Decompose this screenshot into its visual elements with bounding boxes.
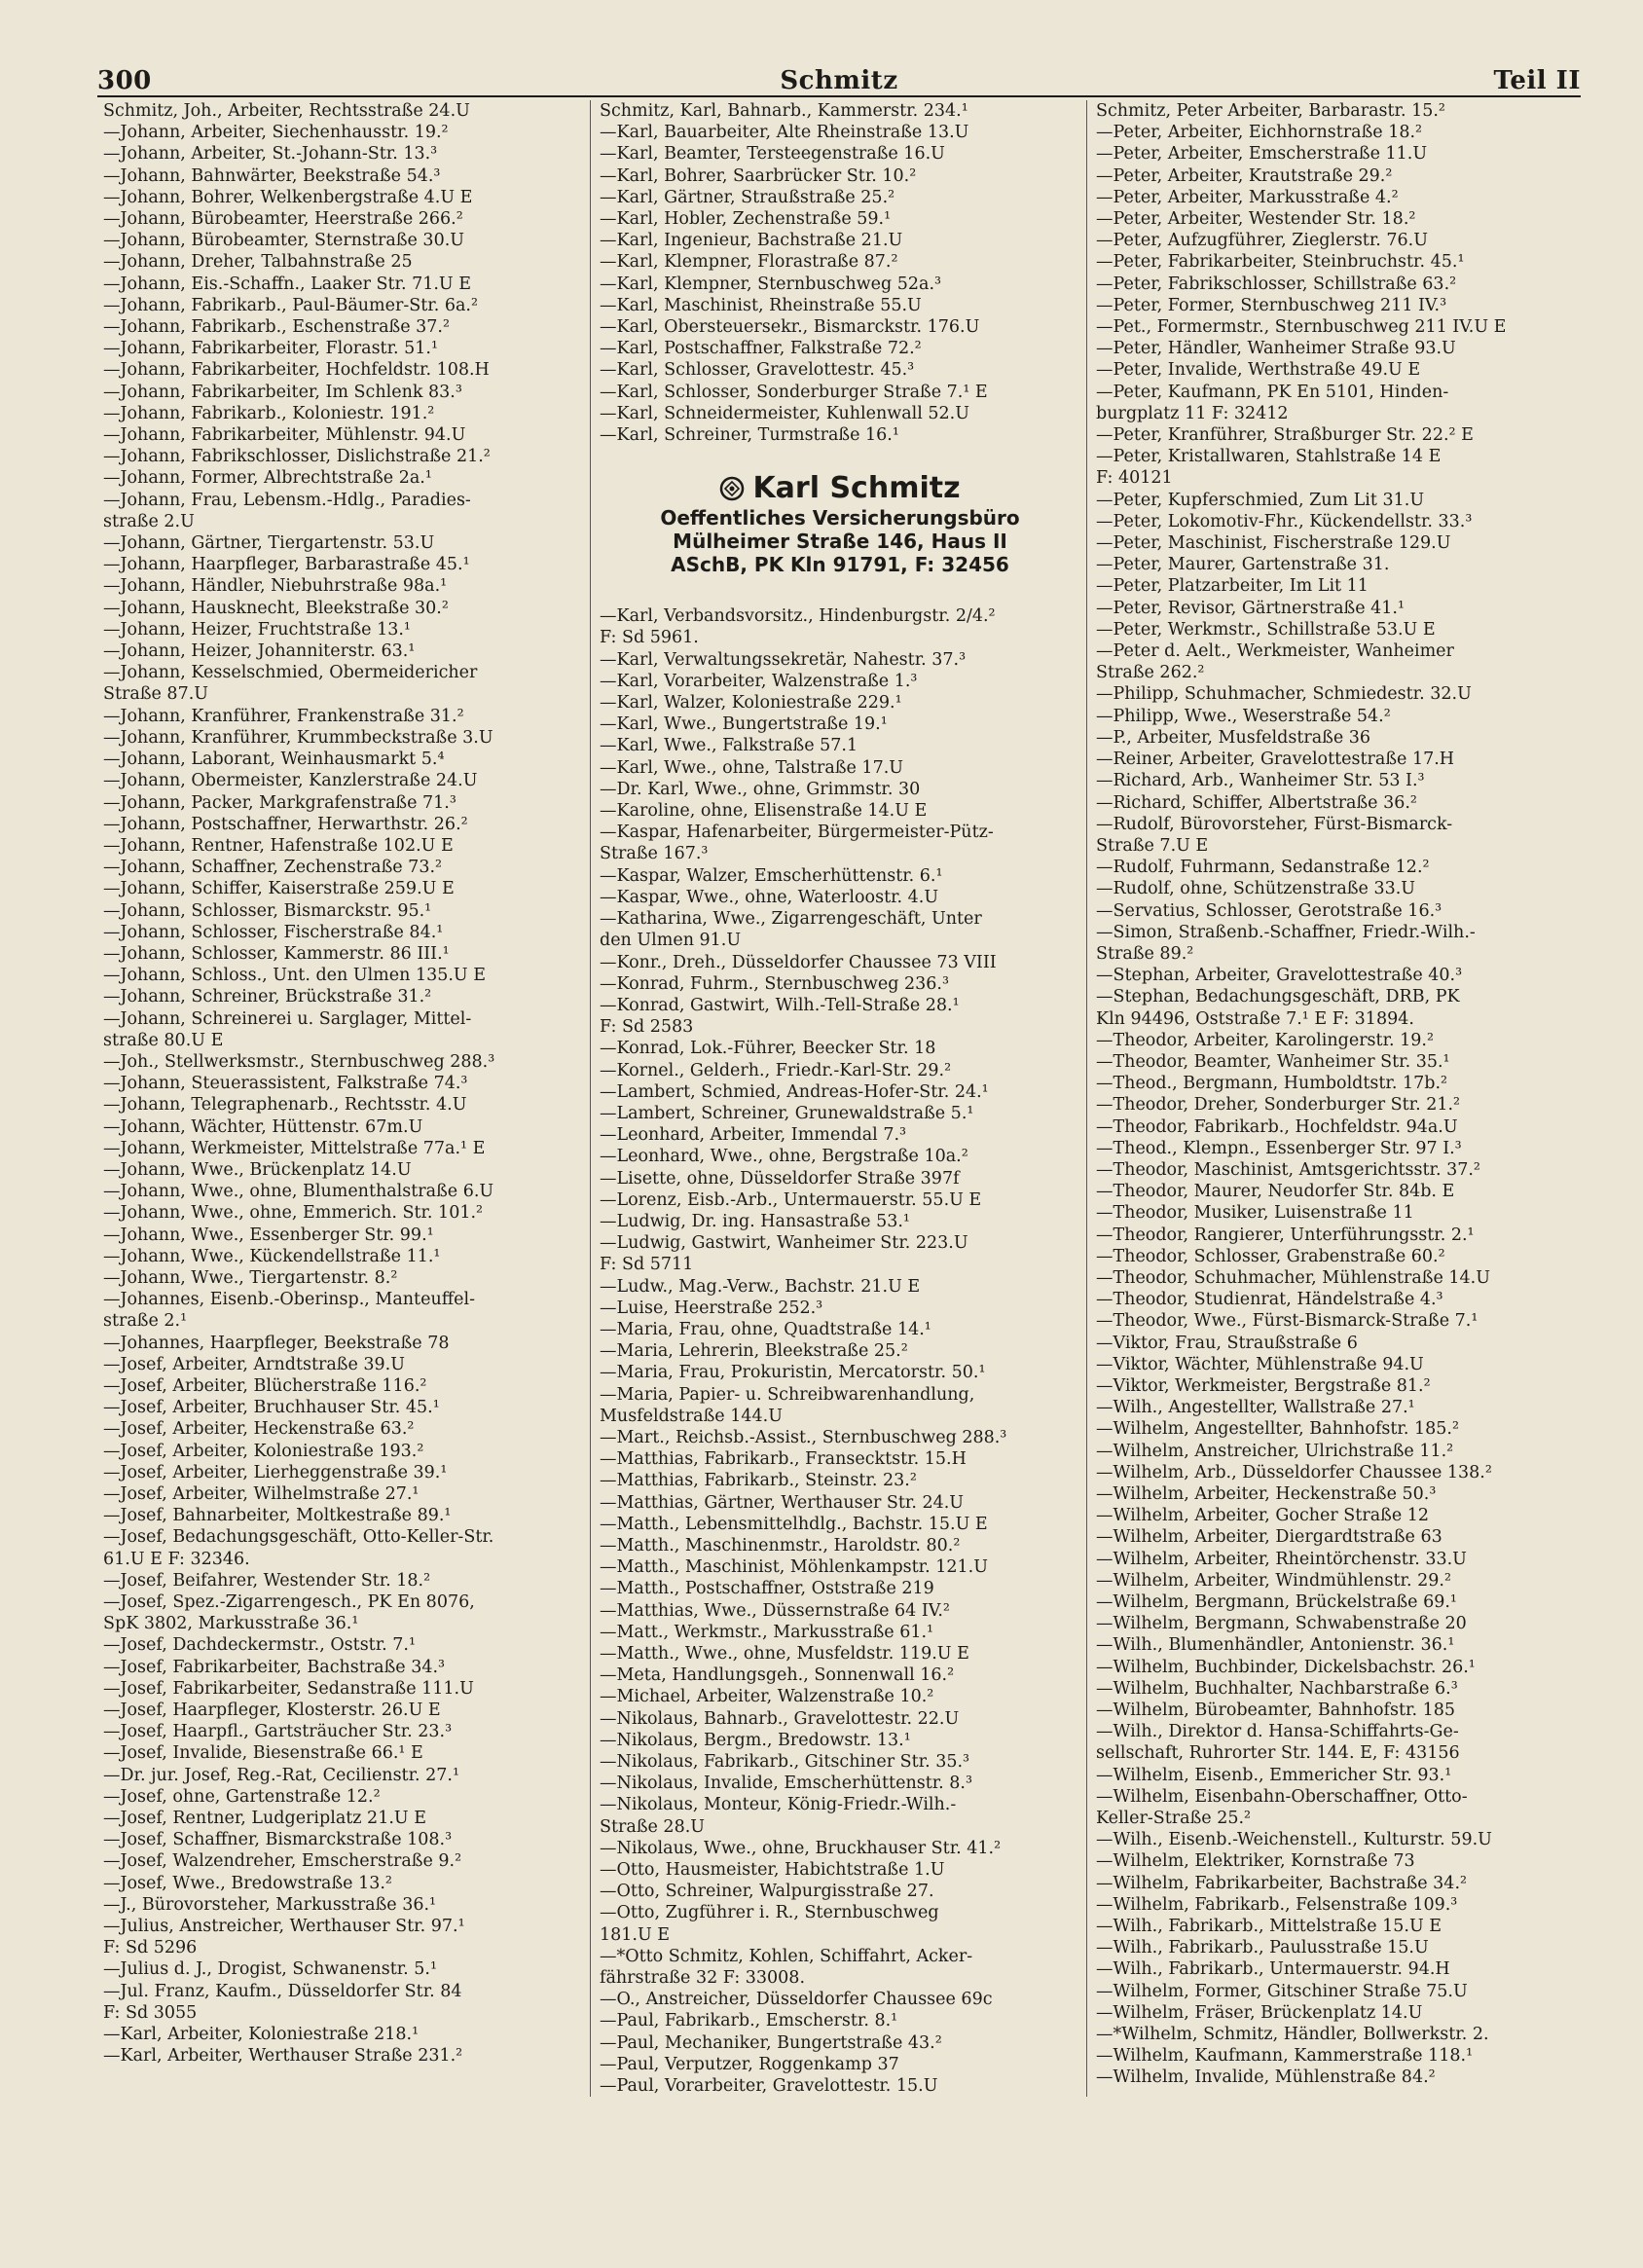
- directory-entry: —Karl, Klempner, Sternbuschweg 52a.³: [600, 274, 942, 294]
- directory-entry: —Johann, Schlosser, Fischerstraße 84.¹: [103, 922, 444, 942]
- directory-entry: Straße 7.U E: [1096, 835, 1209, 856]
- directory-entry: —Johann, Eis.-Schaffn., Laaker Str. 71.U E: [103, 274, 472, 294]
- directory-entry: —Johann, Telegraphenarb., Rechtsstr. 4.U: [103, 1095, 467, 1116]
- directory-entry: —Josef, Spez.-Zigarrengesch., PK En 8076,: [103, 1592, 475, 1613]
- directory-entry: —Josef, Bahnarbeiter, Moltkestraße 89.¹: [103, 1506, 452, 1526]
- directory-entry: —Theodor, Schlosser, Grabenstraße 60.²: [1096, 1246, 1445, 1266]
- directory-entry: —Lisette, ohne, Düsseldorfer Straße 397f: [600, 1168, 960, 1189]
- directory-entry: Straße 167.³: [600, 844, 709, 864]
- directory-entry: F: Sd 3055: [103, 2002, 198, 2023]
- directory-entry: —Theodor, Schuhmacher, Mühlenstraße 14.U: [1096, 1267, 1490, 1288]
- directory-entry: —Lorenz, Eisb.-Arb., Untermauerstr. 55.U E: [600, 1189, 982, 1210]
- directory-entry: —Wilhelm, Arbeiter, Rheintörchenstr. 33.U: [1096, 1549, 1467, 1569]
- directory-entry: —Peter, Arbeiter, Krautstraße 29.²: [1096, 165, 1393, 186]
- directory-entry: —Peter, Aufzugführer, Zieglerstr. 76.U: [1096, 231, 1428, 251]
- directory-entry: —Karl, Arbeiter, Werthauser Straße 231.²: [103, 2046, 463, 2067]
- directory-entry: —Wilh., Blumenhändler, Antonienstr. 36.¹: [1096, 1635, 1455, 1656]
- directory-entry: —Michael, Arbeiter, Walzenstraße 10.²: [600, 1687, 934, 1707]
- directory-entry: —Paul, Vorarbeiter, Gravelottestr. 15.U: [600, 2076, 938, 2097]
- directory-entry: —Karl, Gärtner, Straußstraße 25.²: [600, 187, 895, 207]
- directory-entry: —Peter, Händler, Wanheimer Straße 93.U: [1096, 339, 1456, 359]
- directory-entry: —Josef, Haarpfl., Gartsträucher Str. 23.³: [103, 1722, 453, 1742]
- directory-entry: —Dr. jur. Josef, Reg.-Rat, Cecilienstr. 27.¹: [103, 1765, 460, 1785]
- directory-entry: —Wilhelm, Fabrikarb., Felsenstraße 109.³: [1096, 1894, 1458, 1915]
- directory-columns: [97, 100, 1581, 2097]
- directory-entry: —Johann, Postschaffner, Herwarthstr. 26.²: [103, 814, 468, 834]
- directory-entry: —Theodor, Wwe., Fürst-Bismarck-Straße 7.¹: [1096, 1311, 1479, 1332]
- directory-entry: SpK 3802, Markusstraße 36.¹: [103, 1614, 359, 1634]
- directory-entry: —Karl, Schreiner, Turmstraße 16.¹: [600, 425, 899, 446]
- directory-entry: —Matthias, Fabrikarb., Steinstr. 23.²: [600, 1471, 917, 1491]
- directory-entry: Schmitz, Karl, Bahnarb., Kammerstr. 234.¹: [600, 101, 968, 121]
- directory-entry: —Johann, Hausknecht, Bleekstraße 30.²: [103, 598, 449, 618]
- directory-entry: —Matth., Lebensmittelhdlg., Bachstr. 15.U E: [600, 1514, 988, 1534]
- directory-entry: —Luise, Heerstraße 252.³: [600, 1298, 823, 1318]
- directory-entry: —Johann, Heizer, Johanniterstr. 63.¹: [103, 641, 416, 662]
- directory-entry: —Josef, Fabrikarbeiter, Sedanstraße 111.U: [103, 1678, 474, 1699]
- directory-entry: —Paul, Mechaniker, Bungertstraße 43.²: [600, 2032, 942, 2053]
- directory-entry: —Peter, Kupferschmied, Zum Lit 31.U: [1096, 490, 1425, 510]
- directory-entry: —Wilhelm, Arbeiter, Heckenstraße 50.³: [1096, 1484, 1437, 1504]
- directory-entry: —Wilhelm, Buchbinder, Dickelsbachstr. 26.¹: [1096, 1657, 1476, 1677]
- directory-entry: —Johann, Packer, Markgrafenstraße 71.³: [103, 792, 456, 813]
- directory-entry: —Johann, Wwe., ohne, Emmerich. Str. 101.²: [103, 1203, 484, 1224]
- directory-entry: —Theodor, Beamter, Wanheimer Str. 35.¹: [1096, 1051, 1450, 1072]
- directory-entry: —Maria, Frau, Prokuristin, Mercatorstr. 50.¹: [600, 1363, 986, 1383]
- directory-entry: straße 80.U E: [103, 1030, 224, 1050]
- directory-entry: —Dr. Karl, Wwe., ohne, Grimmstr. 30: [600, 779, 921, 799]
- directory-entry: —Josef, Arbeiter, Bruchhauser Str. 45.¹: [103, 1398, 440, 1418]
- directory-entry: —Karl, Verwaltungssekretär, Nahestr. 37.³: [600, 649, 967, 670]
- directory-entry: —Josef, Wwe., Bredowstraße 13.²: [103, 1873, 392, 1893]
- directory-entry: —Viktor, Werkmeister, Bergstraße 81.²: [1096, 1375, 1431, 1396]
- directory-entry: 181.U E: [600, 1924, 671, 1945]
- directory-entry: —Julius, Anstreicher, Werthauser Str. 97.¹: [103, 1917, 465, 1937]
- directory-entry: —Otto, Hausmeister, Habichtstraße 1.U: [600, 1860, 945, 1881]
- directory-entry: —J., Bürovorsteher, Markusstraße 36.¹: [103, 1894, 437, 1915]
- directory-entry: —Josef, Arbeiter, Wilhelmstraße 27.¹: [103, 1484, 420, 1504]
- directory-entry: —Johann, Wwe., Tiergartenstr. 8.²: [103, 1267, 398, 1288]
- directory-entry: —Karl, Walzer, Koloniestraße 229.¹: [600, 693, 902, 713]
- directory-entry: —Johann, Schreinerei u. Sarglager, Mittel-: [103, 1008, 472, 1029]
- directory-entry: straße 2.U: [103, 511, 195, 531]
- directory-entry: —Servatius, Schlosser, Gerotstraße 16.³: [1096, 900, 1442, 921]
- directory-entry: —Johann, Bahnwärter, Beekstraße 54.³: [103, 165, 441, 186]
- directory-entry: —Lambert, Schreiner, Grunewaldstraße 5.¹: [600, 1103, 974, 1123]
- directory-entry: —Peter, Arbeiter, Westender Str. 18.²: [1096, 209, 1416, 230]
- directory-entry: —Leonhard, Arbeiter, Immendal 7.³: [600, 1125, 907, 1146]
- directory-entry: —Josef, Rentner, Ludgeriplatz 21.U E: [103, 1809, 426, 1829]
- directory-entry: Kln 94496, Oststraße 7.¹ E F: 31894.: [1096, 1008, 1414, 1029]
- directory-entry: —Peter, Werkmstr., Schillstraße 53.U E: [1096, 619, 1436, 640]
- directory-entry: —O., Anstreicher, Düsseldorfer Chaussee 69c: [600, 1990, 993, 2010]
- directory-entry: —Ludw., Mag.-Verw., Bachstr. 21.U E: [600, 1276, 921, 1297]
- directory-entry: —Peter, Arbeiter, Markusstraße 4.²: [1096, 187, 1399, 207]
- directory-entry: —Karl, Bohrer, Saarbrücker Str. 10.²: [600, 165, 917, 186]
- directory-entry: —Matthias, Fabrikarb., Fransecktstr. 15.H: [600, 1449, 967, 1470]
- directory-entry: —Johann, Frau, Lebensm.-Hdlg., Paradies-: [103, 490, 471, 510]
- directory-entry: —Karl, Postschaffner, Falkstraße 72.²: [600, 339, 922, 359]
- directory-entry: —Karl, Bauarbeiter, Alte Rheinstraße 13.U: [600, 123, 969, 143]
- advertisement-line-1: Oeffentliches Versicherungsbüro: [660, 506, 1020, 530]
- directory-entry: —Konrad, Fuhrm., Sternbuschweg 236.³: [600, 973, 949, 994]
- column-3: [1090, 100, 1584, 2097]
- directory-entry: —Matt., Werkmstr., Markusstraße 61.¹: [600, 1622, 934, 1642]
- directory-entry: —Karl, Verbandsvorsitz., Hindenburgstr. 2/4.²: [600, 606, 996, 627]
- directory-entry: —Wilhelm, Kaufmann, Kammerstraße 118.¹: [1096, 2046, 1474, 2067]
- directory-entry: —Wilhelm, Elektriker, Kornstraße 73: [1096, 1851, 1415, 1872]
- directory-entry: —Rudolf, Bürovorsteher, Fürst-Bismarck-: [1096, 814, 1453, 834]
- advertisement-line-2: Mülheimer Straße 146, Haus II: [673, 530, 1007, 554]
- directory-entry: —Otto, Schreiner, Walpurgisstraße 27.: [600, 1882, 934, 1902]
- directory-entry: —Mart., Reichsb.-Assist., Sternbuschweg 288.³: [600, 1427, 1007, 1447]
- directory-entry: —Josef, Haarpfleger, Klosterstr. 26.U E: [103, 1701, 441, 1721]
- directory-entry: straße 2.¹: [103, 1311, 188, 1332]
- directory-entry: —Josef, ohne, Gartenstraße 12.²: [103, 1786, 381, 1807]
- directory-entry: —Josef, Arbeiter, Heckenstraße 63.²: [103, 1419, 415, 1440]
- directory-entry: —Ludwig, Dr. ing. Hansastraße 53.¹: [600, 1211, 910, 1231]
- directory-entry: —Wilh., Angestellter, Wallstraße 27.¹: [1096, 1398, 1415, 1418]
- directory-entry: —Philipp, Schuhmacher, Schmiedestr. 32.U: [1096, 684, 1472, 705]
- directory-entry: Keller-Straße 25.²: [1096, 1809, 1252, 1829]
- column-2-top: [600, 100, 1080, 446]
- directory-entry: —Johann, Schloss., Unt. den Ulmen 135.U E: [103, 966, 487, 986]
- directory-entry: —Matth., Maschinenmstr., Haroldstr. 80.²: [600, 1535, 961, 1555]
- directory-entry: —Viktor, Wächter, Mühlenstraße 94.U: [1096, 1354, 1424, 1374]
- directory-entry: —Johann, Gärtner, Tiergartenstr. 53.U: [103, 533, 435, 554]
- directory-entry: —Wilhelm, Fräser, Brückenplatz 14.U: [1096, 2002, 1423, 2023]
- directory-entry: —Richard, Arb., Wanheimer Str. 53 I.³: [1096, 771, 1425, 791]
- directory-entry: —Karl, Wwe., Bungertstraße 19.¹: [600, 714, 888, 735]
- directory-entry: F: Sd 5296: [103, 1938, 198, 1958]
- directory-entry: —Johann, Arbeiter, St.-Johann-Str. 13.³: [103, 144, 438, 165]
- directory-entry: —Wilhelm, Angestellter, Bahnhofstr. 185.²: [1096, 1419, 1459, 1440]
- directory-entry: F: Sd 2583: [600, 1017, 694, 1038]
- directory-entry: Musfeldstraße 144.U: [600, 1406, 783, 1426]
- directory-entry: —Karl, Hobler, Zechenstraße 59.¹: [600, 209, 892, 230]
- directory-entry: —Peter d. Aelt., Werkmeister, Wanheimer: [1096, 641, 1454, 662]
- directory-entry: —Wilh., Fabrikarb., Untermauerstr. 94.H: [1096, 1959, 1450, 1980]
- directory-entry: —Wilh., Direktor d. Hansa-Schiffahrts-Ge-: [1096, 1722, 1459, 1742]
- directory-entry: —Johann, Bohrer, Welkenbergstraße 4.U E: [103, 187, 473, 207]
- directory-entry: —Rudolf, Fuhrmann, Sedanstraße 12.²: [1096, 858, 1430, 878]
- directory-entry: —Simon, Straßenb.-Schaffner, Friedr.-Wilh.-: [1096, 922, 1476, 942]
- advertisement-line-3: ASchB, PK Kln 91791, F: 32456: [671, 553, 1009, 577]
- directory-entry: —Kaspar, Wwe., ohne, Waterloostr. 4.U: [600, 887, 939, 907]
- directory-entry: —Wilhelm, Arbeiter, Diergardtstraße 63: [1096, 1527, 1442, 1548]
- directory-entry: —Wilhelm, Bergmann, Brückelstraße 69.¹: [1096, 1592, 1457, 1613]
- directory-entry: —Leonhard, Wwe., ohne, Bergstraße 10a.²: [600, 1147, 968, 1167]
- directory-entry: —Johannes, Haarpfleger, Beekstraße 78: [103, 1333, 450, 1353]
- directory-entry: —Johann, Wwe., Essenberger Str. 99.¹: [103, 1225, 434, 1245]
- directory-entry: —Stephan, Bedachungsgeschäft, DRB, PK: [1096, 987, 1460, 1007]
- directory-entry: —Lambert, Schmied, Andreas-Hofer-Str. 24.¹: [600, 1081, 989, 1102]
- directory-entry: —Josef, Walzendreher, Emscherstraße 9.²: [103, 1851, 462, 1872]
- directory-entry: —Theodor, Dreher, Sonderburger Str. 21.²: [1096, 1095, 1461, 1116]
- directory-entry: —Johann, Kranführer, Krummbeckstraße 3.U: [103, 727, 493, 748]
- directory-entry: —Kornel., Gelderh., Friedr.-Karl-Str. 29.²: [600, 1060, 952, 1080]
- directory-entry: —Josef, Invalide, Biesenstraße 66.¹ E: [103, 1743, 423, 1764]
- directory-entry: —Konrad, Lok.-Führer, Beecker Str. 18: [600, 1039, 936, 1059]
- directory-entry: —Joh., Stellwerksmstr., Sternbuschweg 288.³: [103, 1051, 495, 1072]
- directory-entry: —Karoline, ohne, Elisenstraße 14.U E: [600, 801, 928, 822]
- column-2: [594, 100, 1087, 2097]
- directory-entry: —Theodor, Maschinist, Amtsgerichtsstr. 37.²: [1096, 1159, 1480, 1180]
- directory-entry: —Wilhelm, Bürobeamter, Bahnhofstr. 185: [1096, 1701, 1455, 1721]
- directory-entry: —Johann, Rentner, Hafenstraße 102.U E: [103, 835, 454, 856]
- directory-entry: —Theodor, Musiker, Luisenstraße 11: [1096, 1203, 1414, 1224]
- directory-entry: —Johann, Former, Albrechtstraße 2a.¹: [103, 468, 432, 489]
- directory-entry: —Peter, Maurer, Gartenstraße 31.: [1096, 555, 1390, 575]
- directory-entry: —Theodor, Rangierer, Unterführungsstr. 2.¹: [1096, 1225, 1475, 1245]
- directory-entry: —Josef, Arbeiter, Arndtstraße 39.U: [103, 1354, 405, 1374]
- directory-entry: —Wilhelm, Bergmann, Schwabenstraße 20: [1096, 1614, 1467, 1634]
- directory-entry: —Philipp, Wwe., Weserstraße 54.²: [1096, 706, 1391, 726]
- directory-entry: —Peter, Lokomotiv-Fhr., Kückendellstr. 33.³: [1096, 511, 1473, 531]
- directory-entry: —Johann, Schaffner, Zechenstraße 73.²: [103, 858, 443, 878]
- directory-entry: —Johann, Werkmeister, Mittelstraße 77a.¹ E: [103, 1138, 486, 1158]
- directory-entry: —Johann, Fabrikarbeiter, Hochfeldstr. 108.H: [103, 360, 490, 381]
- directory-entry: —Nikolaus, Bergm., Bredowstr. 13.¹: [600, 1730, 911, 1750]
- directory-entry: —Ludwig, Gastwirt, Wanheimer Str. 223.U: [600, 1233, 968, 1254]
- directory-entry: —Karl, Wwe., Falkstraße 57.1: [600, 736, 858, 756]
- directory-entry: —Meta, Handlungsgeh., Sonnenwall 16.²: [600, 1665, 955, 1686]
- directory-entry: —Wilhelm, Fabrikarbeiter, Bachstraße 34.²: [1096, 1873, 1468, 1893]
- directory-entry: —Otto, Zugführer i. R., Sternbuschweg: [600, 1903, 939, 1923]
- directory-entry: —Theod., Klempn., Essenberger Str. 97 I.³: [1096, 1138, 1462, 1158]
- directory-entry: —Paul, Verputzer, Roggenkamp 37: [600, 2054, 899, 2074]
- page-title: Schmitz: [780, 66, 898, 95]
- directory-entry: —Josef, Arbeiter, Koloniestraße 193.²: [103, 1441, 424, 1461]
- directory-entry: —Josef, Beifahrer, Westender Str. 18.²: [103, 1570, 431, 1591]
- directory-entry: —Konr., Dreh., Düsseldorfer Chaussee 73 VIII: [600, 952, 997, 972]
- directory-entry: —Peter, Revisor, Gärtnerstraße 41.¹: [1096, 598, 1405, 618]
- directory-entry: —Rudolf, ohne, Schützenstraße 33.U: [1096, 879, 1416, 899]
- directory-entry: —Nikolaus, Bahnarb., Gravelottestr. 22.U: [600, 1708, 960, 1729]
- directory-entry: —Johann, Haarpfleger, Barbarastraße 45.¹: [103, 555, 470, 575]
- directory-entry: —Paul, Fabrikarb., Emscherstr. 8.¹: [600, 2011, 898, 2031]
- directory-entry: —Johann, Obermeister, Kanzlerstraße 24.U: [103, 771, 478, 791]
- column-2-bottom: [600, 605, 1080, 2097]
- page-header: [97, 62, 1581, 97]
- directory-entry: —Josef, Bedachungsgeschäft, Otto-Keller-Str.: [103, 1527, 494, 1548]
- directory-entry: —Karl, Schlosser, Gravelottestr. 45.³: [600, 360, 915, 381]
- directory-entry: —Johann, Fabrikarbeiter, Im Schlenk 83.³: [103, 382, 462, 402]
- directory-entry: —Wilhelm, Eisenb., Emmericher Str. 93.¹: [1096, 1765, 1452, 1785]
- directory-entry: —Peter, Kranführer, Straßburger Str. 22.² E: [1096, 425, 1474, 446]
- directory-entry: —Johann, Fabrikarb., Koloniestr. 191.²: [103, 403, 435, 423]
- directory-entry: —Josef, Dachdeckermstr., Oststr. 7.¹: [103, 1635, 416, 1656]
- directory-entry: —Karl, Obersteuersekr., Bismarckstr. 176.U: [600, 317, 980, 338]
- directory-entry: —*Otto Schmitz, Kohlen, Schiffahrt, Acker-: [600, 1946, 973, 1966]
- directory-entry: —Johann, Schreiner, Brückstraße 31.²: [103, 987, 432, 1007]
- insurance-logo-icon: [719, 476, 745, 501]
- directory-entry: —Karl, Ingenieur, Bachstraße 21.U: [600, 231, 903, 251]
- directory-entry: —Theod., Bergmann, Humboldtstr. 17b.²: [1096, 1074, 1448, 1094]
- directory-entry: Straße 89.²: [1096, 943, 1194, 964]
- page-number: 300: [97, 66, 152, 95]
- directory-entry: —Wilh., Fabrikarb., Mittelstraße 15.U E: [1096, 1917, 1442, 1937]
- directory-entry: —Peter, Kaufmann, PK En 5101, Hinden-: [1096, 382, 1449, 402]
- directory-entry: —Reiner, Arbeiter, Gravelottestraße 17.H: [1096, 750, 1455, 770]
- directory-entry: —Johann, Heizer, Fruchtstraße 13.¹: [103, 619, 411, 640]
- directory-entry: —Peter, Arbeiter, Emscherstraße 11.U: [1096, 144, 1428, 165]
- directory-entry: —Johann, Schiffer, Kaiserstraße 259.U E: [103, 879, 455, 899]
- directory-entry: —Wilhelm, Arbeiter, Windmühlenstr. 29.²: [1096, 1570, 1451, 1591]
- directory-entry: —Nikolaus, Wwe., ohne, Bruckhauser Str. 41.²: [600, 1838, 1002, 1858]
- directory-entry: —Johann, Wwe., Kückendellstraße 11.¹: [103, 1246, 441, 1266]
- directory-entry: —Johann, Arbeiter, Siechenhausstr. 19.²: [103, 123, 449, 143]
- directory-entry: —Johann, Steuerassistent, Falkstraße 74.³: [103, 1074, 468, 1094]
- directory-entry: burgplatz 11 F: 32412: [1096, 403, 1289, 423]
- directory-entry: F: Sd 5961.: [600, 628, 699, 648]
- directory-entry: —Jul. Franz, Kaufm., Düsseldorfer Str. 84: [103, 1981, 462, 2001]
- directory-entry: —Johann, Kranführer, Frankenstraße 31.²: [103, 706, 464, 726]
- directory-entry: —Johann, Dreher, Talbahnstraße 25: [103, 252, 413, 273]
- directory-entry: —Karl, Vorarbeiter, Walzenstraße 1.³: [600, 671, 918, 691]
- directory-entry: —Johann, Laborant, Weinhausmarkt 5.⁴: [103, 750, 445, 770]
- directory-entry: —Josef, Fabrikarbeiter, Bachstraße 34.³: [103, 1657, 446, 1677]
- directory-entry: —Wilh., Eisenb.-Weichenstell., Kulturstr. 59.U: [1096, 1830, 1492, 1850]
- directory-entry: —P., Arbeiter, Musfeldstraße 36: [1096, 727, 1371, 748]
- directory-entry: —Theodor, Fabrikarb., Hochfeldstr. 94a.U: [1096, 1116, 1458, 1137]
- directory-entry: den Ulmen 91.U: [600, 931, 742, 951]
- directory-entry: —Wilhelm, Former, Gitschiner Straße 75.U: [1096, 1981, 1468, 2001]
- directory-entry: —Katharina, Wwe., Zigarrengeschäft, Unter: [600, 909, 982, 930]
- directory-entry: —Wilhelm, Arb., Düsseldorfer Chaussee 138.²: [1096, 1462, 1492, 1482]
- directory-entry: —Theodor, Studienrat, Händelstraße 4.³: [1096, 1290, 1443, 1310]
- directory-entry: —Johann, Kesselschmied, Obermeidericher: [103, 663, 478, 683]
- directory-entry: —Peter, Fabrikschlosser, Schillstraße 63.²: [1096, 274, 1457, 294]
- directory-entry: —Stephan, Arbeiter, Gravelottestraße 40.³: [1096, 966, 1463, 986]
- directory-entry: fährstraße 32 F: 33008.: [600, 1968, 806, 1989]
- directory-entry: —Johann, Schlosser, Bismarckstr. 95.¹: [103, 900, 432, 921]
- directory-entry: —Maria, Lehrerin, Bleekstraße 25.²: [600, 1341, 908, 1362]
- directory-entry: 61.U E F: 32346.: [103, 1549, 250, 1569]
- directory-entry: Straße 28.U: [600, 1816, 706, 1837]
- directory-entry: —Johann, Fabrikarbeiter, Florastr. 51.¹: [103, 339, 438, 359]
- directory-entry: —Nikolaus, Invalide, Emscherhüttenstr. 8.³: [600, 1774, 973, 1794]
- directory-entry: —Peter, Invalide, Werthstraße 49.U E: [1096, 360, 1421, 381]
- directory-entry: —Pet., Formermstr., Sternbuschweg 211 IV.U E: [1096, 317, 1507, 338]
- directory-entry: —Karl, Klempner, Florastraße 87.²: [600, 252, 898, 273]
- directory-entry: —Wilhelm, Anstreicher, Ulrichstraße 11.²: [1096, 1441, 1454, 1461]
- directory-entry: —Wilhelm, Arbeiter, Gocher Straße 12: [1096, 1506, 1430, 1526]
- directory-entry: —Konrad, Gastwirt, Wilh.-Tell-Straße 28.¹: [600, 995, 960, 1015]
- directory-entry: —Johann, Fabrikarb., Eschenstraße 37.²: [103, 317, 450, 338]
- directory-entry: —Maria, Papier- u. Schreibwarenhandlung,: [600, 1384, 975, 1405]
- directory-entry: —Theodor, Arbeiter, Karolingerstr. 19.²: [1096, 1030, 1434, 1050]
- directory-entry: —Matth., Wwe., ohne, Musfeldstr. 119.U E: [600, 1644, 969, 1664]
- directory-entry: —Peter, Platzarbeiter, Im Lit 11: [1096, 576, 1369, 597]
- directory-entry: —Karl, Arbeiter, Koloniestraße 218.¹: [103, 2025, 420, 2045]
- directory-entry: —Wilhelm, Invalide, Mühlenstraße 84.²: [1096, 2067, 1436, 2088]
- directory-entry: —Viktor, Frau, Straußstraße 6: [1096, 1333, 1358, 1353]
- directory-entry: —Peter, Maschinist, Fischerstraße 129.U: [1096, 533, 1451, 554]
- directory-entry: —Peter, Former, Sternbuschweg 211 IV.³: [1096, 295, 1447, 315]
- directory-entry: —Johann, Fabrikarb., Paul-Bäumer-Str. 6a.²: [103, 295, 478, 315]
- directory-entry: —Nikolaus, Monteur, König-Friedr.-Wilh.-: [600, 1795, 957, 1815]
- directory-entry: —Theodor, Maurer, Neudorfer Str. 84b. E: [1096, 1182, 1455, 1202]
- directory-entry: —Karl, Beamter, Tersteegenstraße 16.U: [600, 144, 945, 165]
- directory-entry: —Wilhelm, Eisenbahn-Oberschaffner, Otto-: [1096, 1786, 1468, 1807]
- directory-entry: —Maria, Frau, ohne, Quadtstraße 14.¹: [600, 1319, 931, 1339]
- directory-entry: —Peter, Fabrikarbeiter, Steinbruchstr. 45.¹: [1096, 252, 1465, 273]
- directory-entry: —Johann, Händler, Niebuhrstraße 98a.¹: [103, 576, 448, 597]
- directory-entry: —Kaspar, Walzer, Emscherhüttenstr. 6.¹: [600, 865, 943, 886]
- directory-entry: —*Wilhelm, Schmitz, Händler, Bollwerkstr. 2.: [1096, 2025, 1489, 2045]
- directory-entry: —Matthias, Gärtner, Werthauser Str. 24.U: [600, 1492, 965, 1513]
- directory-entry: Straße 87.U: [103, 684, 209, 705]
- directory-entry: —Johann, Wächter, Hüttenstr. 67m.U: [103, 1116, 423, 1137]
- directory-entry: —Peter, Kristallwaren, Stahlstraße 14 E: [1096, 447, 1442, 467]
- directory-entry: —Wilhelm, Buchhalter, Nachbarstraße 6.³: [1096, 1678, 1458, 1699]
- directory-entry: —Matth., Postschaffner, Oststraße 219: [600, 1579, 934, 1599]
- directory-entry: sellschaft, Ruhrorter Str. 144. E, F: 43156: [1096, 1743, 1460, 1764]
- directory-entry: —Karl, Schneidermeister, Kuhlenwall 52.U: [600, 403, 969, 423]
- directory-entry: —Johann, Fabrikarbeiter, Mühlenstr. 94.U: [103, 425, 466, 446]
- directory-entry: F: Sd 5711: [600, 1255, 694, 1275]
- directory-entry: F: 40121: [1096, 468, 1173, 489]
- directory-entry: —Karl, Schlosser, Sonderburger Straße 7.¹ E: [600, 382, 988, 402]
- directory-entry: —Matth., Maschinist, Möhlenkampstr. 121.U: [600, 1557, 988, 1578]
- directory-entry: —Johann, Schlosser, Kammerstr. 86 III.¹: [103, 943, 450, 964]
- column-1: [97, 100, 591, 2097]
- directory-entry: Straße 262.²: [1096, 663, 1205, 683]
- directory-entry: —Peter, Arbeiter, Eichhornstraße 18.²: [1096, 123, 1423, 143]
- directory-entry: —Nikolaus, Fabrikarb., Gitschiner Str. 35.³: [600, 1752, 970, 1773]
- advertisement-name: Karl Schmitz: [752, 471, 961, 506]
- directory-entry: —Josef, Schaffner, Bismarckstraße 108.³: [103, 1830, 453, 1850]
- directory-entry: —Kaspar, Hafenarbeiter, Bürgermeister-Pütz-: [600, 823, 994, 843]
- directory-entry: —Johann, Fabrikschlosser, Dislichstraße 21.²: [103, 447, 491, 467]
- directory-entry: —Josef, Arbeiter, Lierheggenstraße 39.¹: [103, 1462, 448, 1482]
- directory-entry: —Karl, Wwe., ohne, Talstraße 17.U: [600, 757, 904, 778]
- page-part: Teil II: [1493, 66, 1581, 95]
- directory-entry: —Julius d. J., Drogist, Schwanenstr. 5.¹: [103, 1959, 438, 1980]
- advertisement-box: [600, 471, 1080, 576]
- directory-entry: —Johann, Bürobeamter, Sternstraße 30.U: [103, 231, 465, 251]
- directory-entry: —Johannes, Eisenb.-Oberinsp., Manteuffel-: [103, 1290, 476, 1310]
- directory-entry: —Karl, Maschinist, Rheinstraße 55.U: [600, 295, 922, 315]
- directory-entry: —Johann, Bürobeamter, Heerstraße 266.²: [103, 209, 463, 230]
- directory-entry: —Richard, Schiffer, Albertstraße 36.²: [1096, 792, 1417, 813]
- directory-entry: —Josef, Arbeiter, Blücherstraße 116.²: [103, 1375, 427, 1396]
- directory-entry: —Wilh., Fabrikarb., Paulusstraße 15.U: [1096, 1938, 1429, 1958]
- directory-entry: Schmitz, Peter Arbeiter, Barbarastr. 15.²: [1096, 101, 1445, 121]
- directory-entry: —Johann, Wwe., ohne, Blumenthalstraße 6.U: [103, 1182, 494, 1202]
- directory-entry: —Johann, Wwe., Brückenplatz 14.U: [103, 1159, 412, 1180]
- directory-entry: Schmitz, Joh., Arbeiter, Rechtsstraße 24.U: [103, 101, 470, 121]
- directory-entry: —Matthias, Wwe., Düssernstraße 64 IV.²: [600, 1600, 950, 1621]
